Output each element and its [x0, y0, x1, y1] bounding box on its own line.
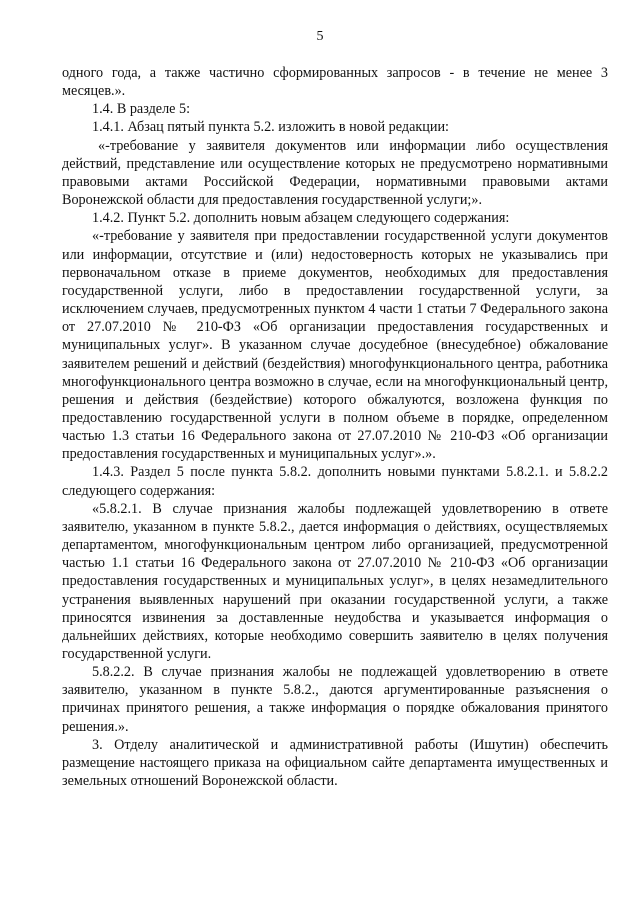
document-body [62, 64, 608, 790]
paragraph-section-1-4-3: 1.4.3. Раздел 5 после пункта 5.8.2. дополнить новыми пунктами 5.8.2.1. и 5.8.2.2 следующего содержания: [62, 464, 608, 499]
paragraph-quoted-requirement-2: «-требование у заявителя при предоставлении государственной услуги документов или информации, отсутствие и (или) недостоверность которых не указывались при первоначальном отказе в приеме документов, необходимых для предоставления государственной услуги, либо в предоставлении государственной услуги, за исключением случаев, предусмотренных пунктом 4 части 1 статьи 7 Федерального закона от 27.07.2010 № 210-ФЗ «Об организации предоставления государственных и муниципальных услуг». В указанном случае досудебное (внесудебное) обжалование заявителем решений и действий (бездействия) многофункционального центра, работника многофункционального центра возможно в случае, если на многофункциональный центр, решения и действия (бездействие) которого обжалуются, возложена функция по предоставлению государственной услуги в полном объеме в порядке, определенном частью 1.3 статьи 16 Федерального закона от 27.07.2010 № 210-ФЗ «Об организации предоставления государственных и муниципальных услуг».». [62, 228, 608, 463]
paragraph-item-3: 3. Отделу аналитической и административной работы (Ишутин) обеспечить размещение настоящего приказа на официальном сайте департамента имущественных и земельных отношений Воронежской области. [62, 736, 608, 790]
paragraph-section-1-4: 1.4. В разделе 5: [92, 101, 191, 118]
paragraph-point-5-8-2-2: 5.8.2.2. В случае признания жалобы не подлежащей удовлетворению в ответе заявителю, указанном в пункте 5.8.2., даются аргументированные разъяснения о причинах принятого решения, а также информация о порядке обжалования принятого решения.». [62, 664, 608, 735]
paragraph-continuation: одного года, а также частично сформированных запросов - в течение не менее 3 месяцев.». [62, 65, 608, 100]
page-number: 5 [316, 29, 324, 44]
paragraph-quoted-requirement-1: «-требование у заявителя документов или информации либо осуществления действий, представление или осуществление которых не предусмотрено нормативными правовыми актами Российской Федерации, нормативными правовыми актами Воронежской области для предоставления государственной услуги;». [62, 137, 608, 209]
paragraph-section-1-4-1: 1.4.1. Абзац пятый пункта 5.2. изложить в новой редакции: [92, 119, 450, 136]
paragraph-section-1-4-2: 1.4.2. Пункт 5.2. дополнить новым абзацем следующего содержания: [92, 210, 510, 227]
paragraph-point-5-8-2-1: «5.8.2.1. В случае признания жалобы подлежащей удовлетворению в ответе заявителю, указанном в пункте 5.8.2., дается информация о действиях, осуществляемых департаментом, многофункциональным центром либо организацией, предусмотренной частью 1.1 статьи 16 Федерального закона от 27.07.2010 № 210-ФЗ «Об организации предоставления государственных и муниципальных услуг», в целях незамедлительного устранения выявленных нарушений при оказании государственной услуги, а также приносятся извинения за доставленные неудобства и указывается информация о дальнейших действиях, которые необходимо совершить заявителю в целях получения государственной услуги. [62, 500, 608, 662]
